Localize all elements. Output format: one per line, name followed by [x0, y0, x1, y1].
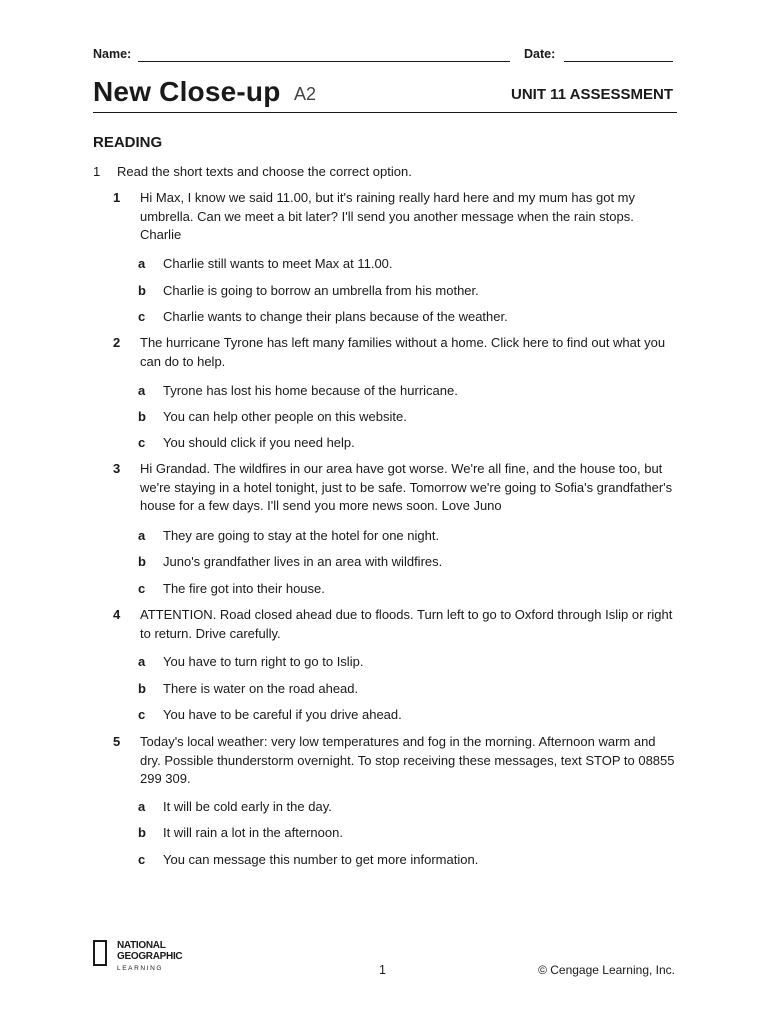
option-text: It will rain a lot in the afternoon.: [163, 825, 343, 840]
instruction-number: 1: [93, 164, 101, 179]
question-number: 5: [113, 734, 121, 749]
option-letter: c: [138, 309, 146, 324]
question-5: [113, 733, 678, 789]
option-text: Tyrone has lost his home because of the hurricane.: [163, 383, 458, 398]
yellow-frame-icon: [93, 940, 107, 966]
question-text: Hi Grandad. The wildfires in our area have got worse. We're all fine, and the house too, but we're staying in a hotel tonight, just to be safe. Tomorrow we're going to Sofia's grandfather's house for a few days. I'll send you more news soon. Love Juno: [140, 461, 673, 513]
question-text: Hi Max, I know we said 11.00, but it's raining really hard here and my mum has got my umbrella. Can we meet a bit later? I'll send you another message when the rain stops. Charlie: [140, 190, 636, 242]
option-letter: a: [138, 799, 146, 814]
option-text: You should click if you need help.: [163, 435, 355, 450]
option-letter: a: [138, 256, 146, 271]
option-letter: b: [138, 283, 146, 298]
option-text: The fire got into their house.: [163, 581, 325, 596]
question-text: Today's local weather: very low temperatures and fog in the morning. Afternoon warm and dry. Possible thunderstorm overnight. To stop receiving these messages, text STOP to 08855 299 309.: [140, 734, 675, 786]
page-number: 1: [379, 963, 386, 977]
question-2: [113, 334, 678, 372]
logo-line-3: LEARNING: [117, 965, 164, 972]
section-title: READING: [93, 134, 163, 151]
question-number: 3: [113, 461, 121, 476]
option-letter: c: [138, 435, 146, 450]
option-text: Juno's grandfather lives in an area with wildfires.: [163, 554, 443, 569]
level-badge: A2: [294, 84, 317, 104]
instruction-text: Read the short texts and choose the correct option.: [117, 164, 412, 179]
question-4: [113, 606, 678, 644]
option-letter: c: [138, 581, 146, 596]
option-letter: a: [138, 383, 146, 398]
option-text: It will be cold early in the day.: [163, 799, 332, 814]
option-text: You have to turn right to go to Islip.: [163, 654, 364, 669]
unit-title: UNIT 11 ASSESSMENT: [511, 86, 673, 103]
option-text: You have to be careful if you drive ahead.: [163, 707, 402, 722]
question-text: ATTENTION. Road closed ahead due to floods. Turn left to go to Oxford through Islip or right to return. Drive carefully.: [140, 607, 673, 641]
date-label: Date:: [524, 47, 556, 61]
option-letter: b: [138, 409, 146, 424]
date-line: [564, 61, 673, 62]
option-letter: c: [138, 852, 146, 867]
copyright-notice: © Cengage Learning, Inc.: [538, 963, 675, 977]
option-letter: b: [138, 681, 146, 696]
option-text: You can message this number to get more information.: [163, 852, 479, 867]
question-text: The hurricane Tyrone has left many families without a home. Click here to find out what you can do to help.: [140, 335, 666, 369]
name-line: [138, 61, 510, 62]
option-letter: c: [138, 707, 146, 722]
option-text: Charlie wants to change their plans because of the weather.: [163, 309, 508, 324]
question-1: [113, 189, 678, 245]
title-row: [93, 76, 677, 113]
option-text: Charlie is going to borrow an umbrella from his mother.: [163, 283, 479, 298]
name-date-row: [93, 47, 673, 67]
question-number: 1: [113, 190, 121, 205]
national-geographic-logo: [93, 940, 193, 974]
logo-line-1: NATIONAL: [117, 940, 166, 951]
option-letter: b: [138, 825, 146, 840]
option-text: You can help other people on this website.: [163, 409, 407, 424]
option-text: Charlie still wants to meet Max at 11.00.: [163, 256, 393, 271]
option-letter: a: [138, 528, 146, 543]
option-text: There is water on the road ahead.: [163, 681, 359, 696]
option-letter: b: [138, 554, 146, 569]
page-title: New Close-up: [93, 76, 281, 107]
logo-line-2: GEOGRAPHIC: [117, 951, 183, 962]
question-3: [113, 460, 678, 516]
option-text: They are going to stay at the hotel for one night.: [163, 528, 440, 543]
question-number: 4: [113, 607, 121, 622]
question-number: 2: [113, 335, 121, 350]
option-letter: a: [138, 654, 146, 669]
name-label: Name:: [93, 47, 132, 61]
